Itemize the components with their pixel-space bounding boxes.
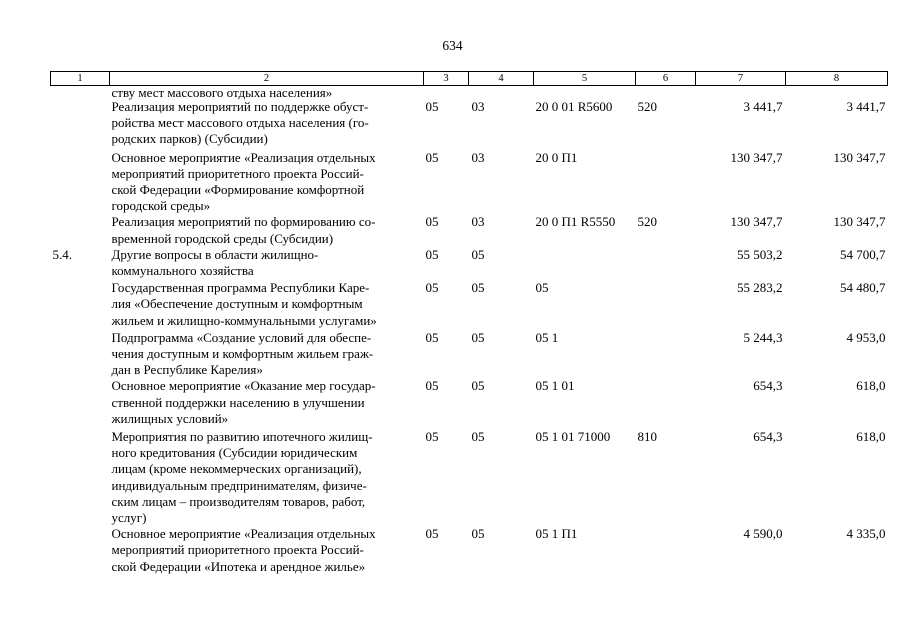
amount-year-2: 3 441,7 bbox=[846, 99, 886, 114]
row-name-line: Мероприятия по развитию ипотечного жилищ- bbox=[111, 429, 373, 445]
row-name-line: мероприятий приоритетного проекта Россий- bbox=[111, 165, 364, 181]
amount-year-1: 4 590,0 bbox=[743, 526, 783, 542]
row-number bbox=[51, 99, 110, 150]
row-name-line: лия «Обеспечение доступным и комфортным bbox=[111, 296, 363, 312]
column-header: 2 bbox=[110, 72, 424, 86]
budget-table bbox=[50, 71, 888, 577]
section-code: 05 bbox=[425, 526, 439, 542]
section-code: 05 bbox=[425, 214, 439, 230]
row-name-line: жилищных условий» bbox=[111, 410, 229, 426]
table-row bbox=[51, 150, 888, 215]
column-header: 5 bbox=[534, 72, 636, 86]
table-row bbox=[51, 280, 888, 330]
row-name bbox=[110, 86, 424, 100]
row-number bbox=[51, 429, 110, 526]
row-name-line: ской Федерации «Формирование комфортной bbox=[111, 182, 365, 198]
amount-year-2: 618,0 bbox=[856, 429, 886, 445]
row-name bbox=[110, 280, 424, 330]
table-header-row bbox=[51, 72, 888, 86]
amount-year-1: 130 347,7 bbox=[730, 214, 783, 230]
amount-year-1: 654,3 bbox=[753, 378, 783, 394]
row-name-line: Другие вопросы в области жилищно- bbox=[111, 246, 319, 262]
row-name-line: ройства мест массового отдыха населения (го- bbox=[111, 115, 369, 131]
table-row bbox=[51, 378, 888, 429]
row-name bbox=[110, 429, 424, 526]
section-code: 05 bbox=[425, 329, 439, 345]
section-code: 05 bbox=[425, 280, 439, 296]
row-name-line: ству мест массового отдыха населения» bbox=[111, 85, 333, 100]
amount-year-2: 54 480,7 bbox=[840, 280, 886, 296]
table-row bbox=[51, 99, 888, 150]
table-row bbox=[51, 330, 888, 379]
expense-type-code: 520 bbox=[637, 214, 657, 230]
section-code: 05 bbox=[425, 149, 439, 165]
target-article-code: 05 1 01 71000 bbox=[535, 429, 611, 445]
subsection-code: 05 bbox=[471, 378, 485, 394]
row-name-line: жильем и жилищно-коммунальными услугами» bbox=[111, 312, 377, 328]
column-header: 8 bbox=[786, 72, 888, 86]
section-code: 05 bbox=[425, 99, 439, 114]
amount-year-1: 654,3 bbox=[753, 429, 783, 445]
row-number bbox=[51, 280, 110, 330]
page-number: 634 bbox=[442, 38, 463, 53]
row-number bbox=[51, 330, 110, 379]
subsection-code: 03 bbox=[471, 214, 485, 230]
row-name bbox=[110, 378, 424, 429]
amount-year-1: 130 347,7 bbox=[730, 149, 783, 165]
row-name-line: ским лицам – производителям товаров, работ, bbox=[111, 493, 366, 509]
row-name-line: ного кредитования (Субсидии юридическим bbox=[111, 445, 358, 461]
row-name-line: Основное мероприятие «Реализация отдельных bbox=[111, 526, 376, 542]
row-name bbox=[110, 99, 424, 150]
row-name-line: Реализация мероприятий по формированию со- bbox=[111, 214, 376, 230]
subsection-code: 05 bbox=[471, 329, 485, 345]
row-number bbox=[51, 150, 110, 215]
subsection-code: 05 bbox=[471, 246, 485, 262]
row-name-line: коммунального хозяйства bbox=[111, 263, 254, 279]
row-name-line: Основное мероприятие «Реализация отдельных bbox=[111, 149, 376, 165]
amount-year-1 bbox=[696, 86, 786, 100]
expense-type-code bbox=[636, 378, 696, 429]
row-name bbox=[110, 526, 424, 577]
row-name-line: дан в Республике Карелия» bbox=[111, 362, 263, 378]
row-name-line: услуг) bbox=[111, 510, 147, 526]
row-name-line: Подпрограмма «Создание условий для обеспе- bbox=[111, 329, 372, 345]
table-body bbox=[51, 86, 888, 577]
expense-type-code bbox=[636, 86, 696, 100]
target-article-code: 05 1 01 bbox=[535, 378, 575, 394]
table-row bbox=[51, 429, 888, 526]
row-name-line: Основное мероприятие «Оказание мер государ- bbox=[111, 378, 376, 394]
target-article-code bbox=[534, 247, 636, 280]
section-code: 05 bbox=[425, 246, 439, 262]
amount-year-2: 4 953,0 bbox=[846, 329, 886, 345]
subsection-code: 03 bbox=[471, 99, 485, 114]
amount-year-1: 5 244,3 bbox=[743, 329, 783, 345]
row-number: 5.4. bbox=[52, 246, 72, 262]
row-name bbox=[110, 330, 424, 379]
row-name-line: индивидуальным предпринимателям, физиче- bbox=[111, 477, 367, 493]
amount-year-2: 130 347,7 bbox=[833, 149, 886, 165]
row-name-line: временной городской среды (Субсидии) bbox=[111, 230, 334, 246]
target-article-code: 05 bbox=[535, 280, 549, 296]
section-code: 05 bbox=[425, 378, 439, 394]
table-row bbox=[51, 214, 888, 246]
expense-type-code: 520 bbox=[637, 99, 657, 114]
expense-type-code bbox=[636, 247, 696, 280]
table-row bbox=[51, 526, 888, 577]
subsection-code: 05 bbox=[471, 280, 485, 296]
expense-type-code: 810 bbox=[637, 429, 657, 445]
subsection-code: 05 bbox=[471, 526, 485, 542]
target-article-code: 20 0 01 R5600 bbox=[535, 99, 613, 114]
section-code bbox=[424, 86, 469, 100]
row-name-line: ственной поддержки населению в улучшении bbox=[111, 394, 365, 410]
row-name-line: Реализация мероприятий по поддержке обуст- bbox=[111, 99, 369, 114]
target-article-code: 20 0 П1 bbox=[535, 149, 578, 165]
amount-year-2: 4 335,0 bbox=[846, 526, 886, 542]
column-header: 4 bbox=[469, 72, 534, 86]
expense-type-code bbox=[636, 330, 696, 379]
target-article-code: 20 0 П1 R5550 bbox=[535, 214, 616, 230]
column-header: 3 bbox=[424, 72, 469, 86]
section-code: 05 bbox=[425, 429, 439, 445]
column-header: 7 bbox=[696, 72, 786, 86]
expense-type-code bbox=[636, 526, 696, 577]
row-name-line: Государственная программа Республики Каре- bbox=[111, 280, 370, 296]
row-name bbox=[110, 150, 424, 215]
row-name bbox=[110, 247, 424, 280]
row-number bbox=[51, 378, 110, 429]
row-name-line: мероприятий приоритетного проекта Россий- bbox=[111, 542, 364, 558]
column-header: 1 bbox=[51, 72, 110, 86]
amount-year-2: 54 700,7 bbox=[840, 246, 886, 262]
amount-year-1: 3 441,7 bbox=[743, 99, 783, 114]
row-name-line: лицам (кроме некоммерческих организаций), bbox=[111, 461, 362, 477]
amount-year-1: 55 503,2 bbox=[737, 246, 783, 262]
subsection-code bbox=[469, 86, 534, 100]
amount-year-2 bbox=[786, 86, 888, 100]
row-name bbox=[110, 214, 424, 246]
row-name-line: ской Федерации «Ипотека и арендное жилье» bbox=[111, 558, 366, 574]
table-row bbox=[51, 86, 888, 100]
row-number bbox=[51, 214, 110, 246]
target-article-code bbox=[534, 86, 636, 100]
target-article-code: 05 1 bbox=[535, 329, 559, 345]
expense-type-code bbox=[636, 280, 696, 330]
row-number bbox=[51, 526, 110, 577]
amount-year-1: 55 283,2 bbox=[737, 280, 783, 296]
row-number bbox=[51, 86, 110, 100]
row-name-line: чения доступным и комфортным жильем граж- bbox=[111, 346, 374, 362]
row-name-line: городской среды» bbox=[111, 198, 211, 214]
target-article-code: 05 1 П1 bbox=[535, 526, 578, 542]
expense-type-code bbox=[636, 150, 696, 215]
subsection-code: 03 bbox=[471, 149, 485, 165]
row-name-line: родских парков) (Субсидии) bbox=[111, 131, 268, 147]
table-row bbox=[51, 247, 888, 280]
subsection-code: 05 bbox=[471, 429, 485, 445]
amount-year-2: 130 347,7 bbox=[833, 214, 886, 230]
amount-year-2: 618,0 bbox=[856, 378, 886, 394]
column-header: 6 bbox=[636, 72, 696, 86]
